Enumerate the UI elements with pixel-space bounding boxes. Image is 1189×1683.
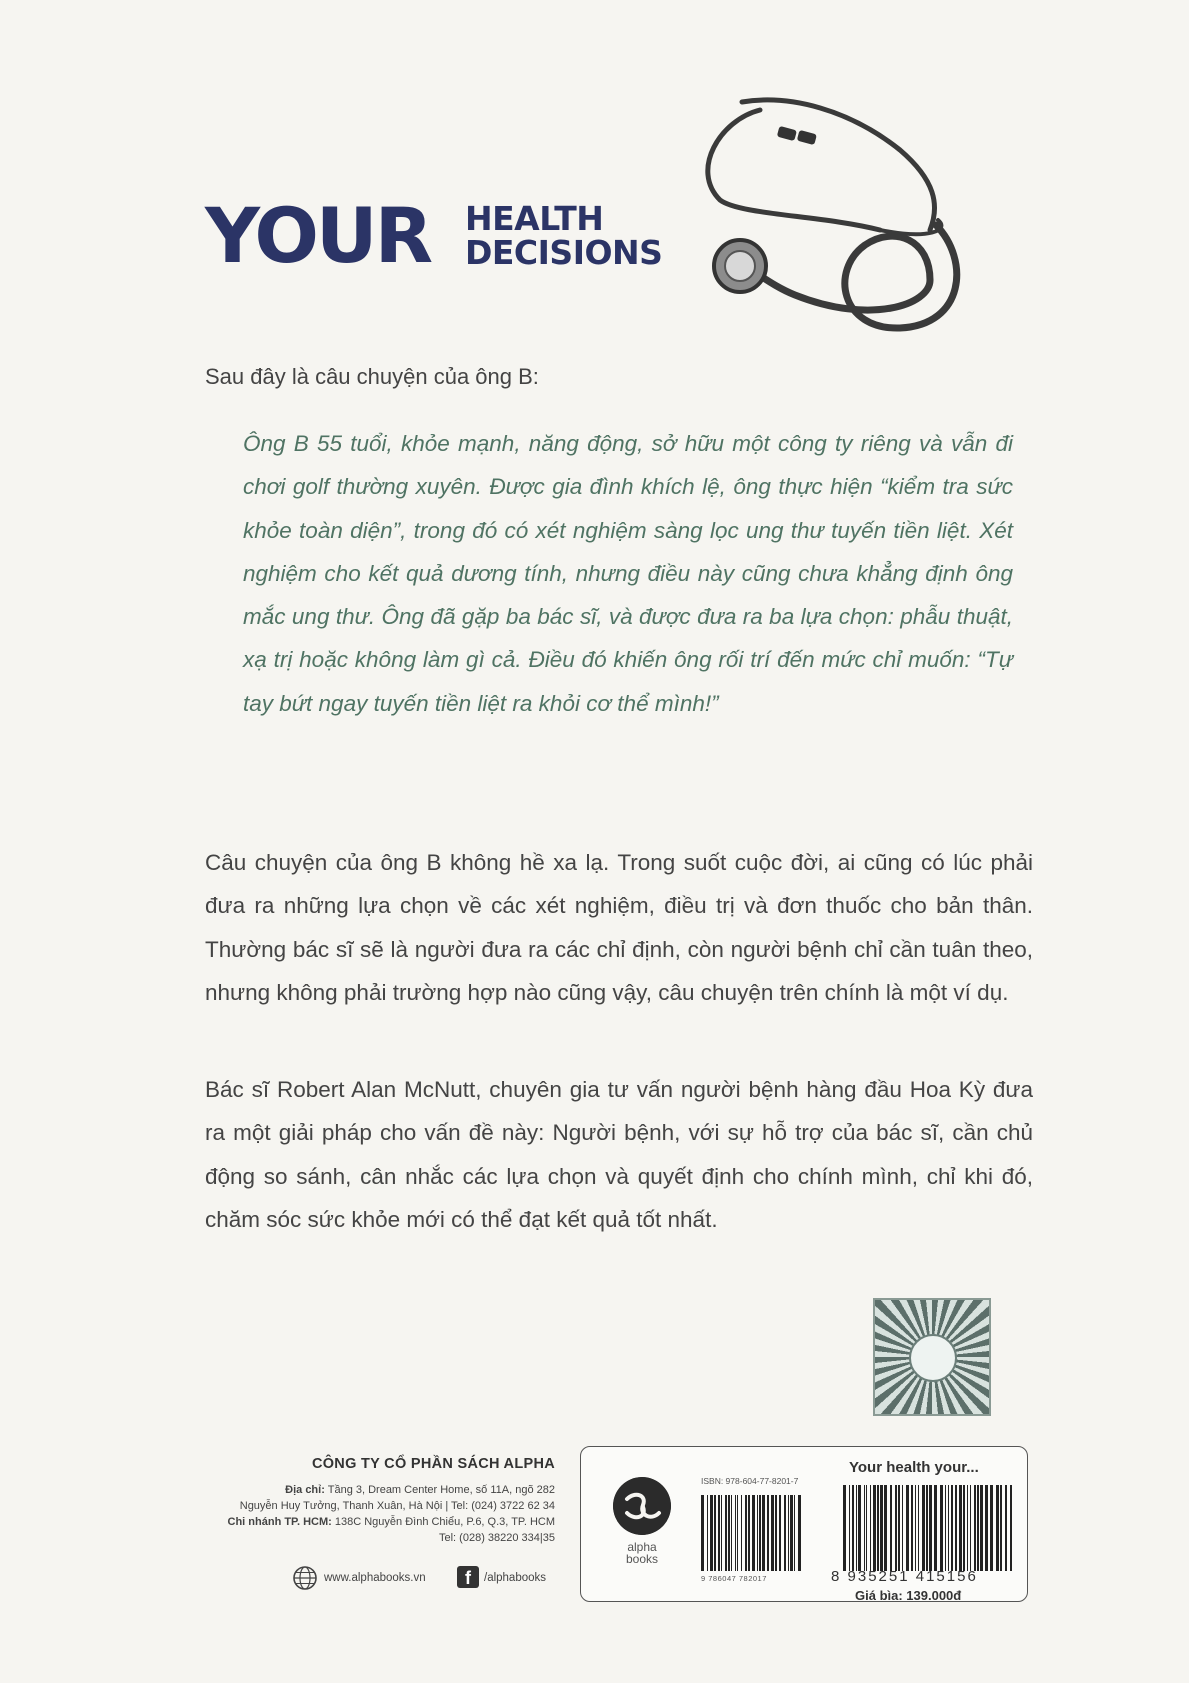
alpha-books-logo: [613, 1477, 671, 1565]
facebook-link[interactable]: /alphabooks: [484, 1572, 547, 1584]
facebook-icon: f: [457, 1566, 479, 1588]
title-your: YOUR: [205, 191, 431, 280]
title-decisions: DECISIONS: [465, 233, 663, 272]
title-health: HEALTH: [465, 199, 604, 238]
publisher-address-2: Nguyễn Huy Tưởng, Thanh Xuân, Hà Nội | Tel: (024) 3722 62 34: [239, 1500, 555, 1512]
publisher-branch-tel: Tel: (028) 38220 334|35: [439, 1532, 555, 1544]
paragraph-2: Bác sĩ Robert Alan McNutt, chuyên gia tư vấn người bệnh hàng đầu Hoa Kỳ đưa ra một giải pháp cho vấn đề này: Người bệnh, với sự hỗ trợ của bác sĩ, cần chủ động so sánh, cân nhắc các lựa chọn và quyết định cho chính mình, chỉ khi đó, chăm sóc sức khỏe mới có thể đạt kết quả tốt nhất.: [205, 1077, 1033, 1232]
hologram-center: [909, 1334, 957, 1382]
globe-icon: [292, 1565, 318, 1591]
publisher-info: [210, 1456, 555, 1546]
alpha-books-logo-icon: [613, 1477, 671, 1535]
hologram-seal-icon: [873, 1298, 991, 1416]
ean-barcode: [843, 1485, 1013, 1571]
isbn-digits: 9 786047 782017: [701, 1574, 767, 1583]
barcode-book-title: Your health your...: [849, 1459, 979, 1476]
publisher-address: Địa chỉ: Tầng 3, Dream Center Home, số 11A, ngõ 282: [285, 1484, 555, 1496]
logo-word-books: books: [625, 1552, 659, 1566]
publisher-branch: Chi nhánh TP. HCM: 138C Nguyễn Đình Chiểu, P.6, Q.3, TP. HCM: [227, 1516, 555, 1528]
paragraph-1: Câu chuyện của ông B không hề xa lạ. Trong suốt cuộc đời, ai cũng có lúc phải đưa ra những lựa chọn về các xét nghiệm, điều trị và đơn thuốc cho bản thân. Thường bác sĩ sẽ là người đưa ra các chỉ định, còn người bệnh chỉ cần tuân theo, nhưng không phải trường hợp nào cũng vậy, câu chuyện trên chính là một ví dụ.: [205, 850, 1033, 1005]
publisher-company: CÔNG TY CỔ PHẦN SÁCH ALPHA: [311, 1456, 555, 1472]
stethoscope-icon: [700, 90, 1000, 360]
ean-digits: 8 935251 415156: [831, 1568, 978, 1585]
barcode-panel: [580, 1446, 1028, 1602]
isbn-label: ISBN: 978-604-77-8201-7: [701, 1476, 799, 1486]
publisher-links: [292, 1565, 567, 1595]
logo-word-alpha: alpha: [627, 1540, 657, 1554]
cover-price: Giá bìa: 139.000đ: [855, 1588, 962, 1603]
intro-text: Sau đây là câu chuyện của ông B:: [205, 364, 539, 389]
title-health-decisions: [465, 199, 663, 272]
story-quote: Ông B 55 tuổi, khỏe mạnh, năng động, sở hữu một công ty riêng và vẫn đi chơi golf thường xuyên. Được gia đình khích lệ, ông thực hiện “kiểm tra sức khỏe toàn diện”, trong đó có xét nghiệm sàng lọc ung thư tuyến tiền liệt. Xét nghiệm cho kết quả dương tính, nhưng điều này cũng chưa khẳng định ông mắc ung thư. Ông đã gặp ba bác sĩ, và được đưa ra ba lựa chọn: phẫu thuật, xạ trị hoặc không làm gì cả. Điều đó khiến ông rối trí đến mức chỉ muốn: “Tự tay bứt ngay tuyến tiền liệt ra khỏi cơ thể mình!”: [243, 431, 1013, 716]
isbn-barcode: [701, 1495, 801, 1571]
website-link[interactable]: www.alphabooks.vn: [324, 1572, 426, 1584]
